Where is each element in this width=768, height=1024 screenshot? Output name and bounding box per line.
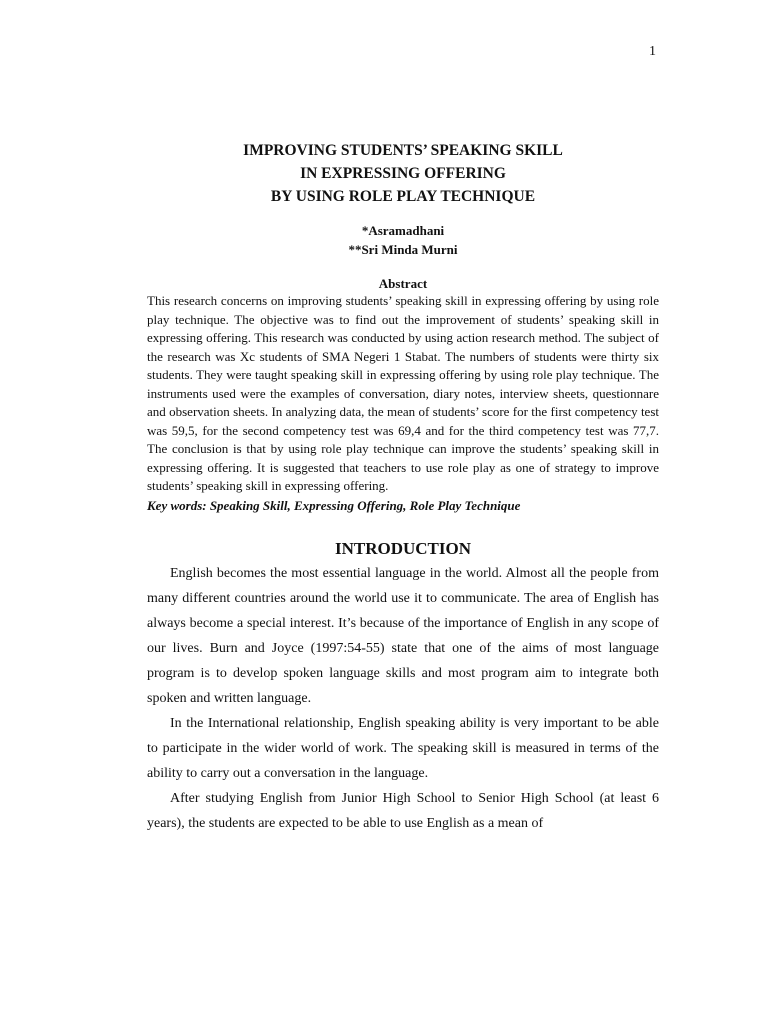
keywords: Key words: Speaking Skill, Expressing Offering, Role Play Technique [147, 497, 521, 513]
introduction-heading: INTRODUCTION [334, 538, 472, 558]
abstract-heading: Abstract [378, 276, 428, 291]
author-2: **Sri Minda Murni [348, 242, 458, 257]
title-line-3: BY USING ROLE PLAY TECHNIQUE [270, 188, 536, 205]
paper-title [147, 139, 659, 208]
intro-paragraph-3: After studying English from Junior High School to Senior High School (at least 6 years), the students are expected to be able to use English as a mean of [147, 790, 659, 831]
title-line-1: IMPROVING STUDENTS’ SPEAKING SKILL [243, 142, 563, 159]
author-list [147, 221, 659, 259]
title-line-2: IN EXPRESSING OFFERING [300, 165, 506, 182]
abstract-text: This research concerns on improving students’ speaking skill in expressing offering by using role play technique. The objective was to find out the improvement of students’ speaking skill in expressing offering. This research was conducted by using action research method. The subject of the research was Xc students of SMA Negeri 1 Stabat. The numbers of students were thirty six students. They were taught speaking skill in expressing offering by using role play technique. The instruments used were the examples of conversation, diary notes, interview sheets, questionnare and observation sheets. In analyzing data, the mean of students’ score for the first competency test was 59,5, for the second competency test was 69,4 and for the third competency test was 77,7. The conclusion is that by using role play technique can improve the students’ speaking skill in expressing offering. It is suggested that teachers to use role play as one of strategy to improve students’ speaking skill in expressing offering. [147, 293, 659, 493]
paper-content [147, 139, 659, 836]
author-1: *Asramadhani [361, 223, 445, 238]
intro-paragraph-1: English becomes the most essential language in the world. Almost all the people from many different countries around the world use it to communicate. The area of English has always become a special interest. It’s because of the importance of English in any scope of our lives. Burn and Joyce (1997:54-55) state that one of the aims of most language program is to develop spoken language skills and most program aim to integrate both spoken and written language. [147, 565, 659, 706]
intro-paragraph-2: In the International relationship, English speaking ability is very important to be able to participate in the wider world of work. The speaking skill is measured in terms of the ability to carry out a conversation in the language. [147, 715, 659, 781]
page-number: 1 [649, 44, 656, 59]
